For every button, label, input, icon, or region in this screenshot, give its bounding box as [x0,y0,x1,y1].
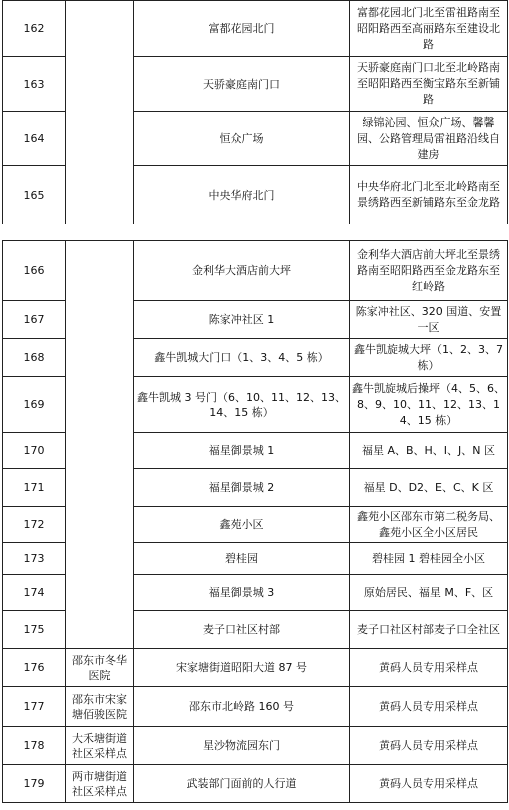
row-number: 162 [3,1,66,57]
row-number: 171 [3,469,66,507]
sampling-table-part1 [2,0,508,225]
org-cell: 大禾塘街道社区采样点 [66,727,134,765]
row-number: 164 [3,112,66,166]
coverage-area: 黄码人员专用采样点 [350,765,508,803]
row-number: 177 [3,687,66,727]
sampling-point: 福星御景城 2 [134,469,350,507]
coverage-area: 富都花园北门北至雷祖路南至昭阳路西至高丽路东至建设北路 [350,1,508,57]
sampling-point: 鑫牛凯城 3 号门（6、10、11、12、13、14、15 栋） [134,377,350,433]
coverage-area: 鑫牛凯旋城大坪（1、2、3、7 栋） [350,339,508,377]
table-row [3,687,508,727]
sampling-point: 武装部门面前的人行道 [134,765,350,803]
row-number: 168 [3,339,66,377]
coverage-area: 绿锦沁园、恒众广场、馨馨园、公路管理局雷祖路沿线自建房 [350,112,508,166]
row-number: 166 [3,241,66,301]
coverage-area: 中央华府北门北至北岭路南至景绣路西至新铺路东至金龙路 [350,166,508,225]
table-row [3,727,508,765]
table-row [3,1,508,57]
sampling-point: 星沙物流园东门 [134,727,350,765]
coverage-area: 黄码人员专用采样点 [350,649,508,687]
coverage-area: 鑫牛凯旋城后操坪（4、5、6、8、9、10、11、12、13、14、15 栋） [350,377,508,433]
row-number: 174 [3,575,66,611]
row-number: 176 [3,649,66,687]
coverage-area: 陈家冲社区、320 国道、安置一区 [350,301,508,339]
coverage-area: 碧桂园 1 碧桂园全小区 [350,543,508,575]
org-cell [66,1,134,225]
coverage-area: 原始居民、福星 M、F、区 [350,575,508,611]
coverage-area: 金利华大酒店前大坪北至景绣路南至昭阳路西至金龙路东至红岭路 [350,241,508,301]
row-number: 179 [3,765,66,803]
sampling-point: 天骄豪庭南门口 [134,57,350,112]
table-row [3,765,508,803]
org-cell [66,241,134,649]
sampling-point: 碧桂园 [134,543,350,575]
row-number: 165 [3,166,66,225]
coverage-area: 天骄豪庭南门口北至北岭路南至昭阳路西至衡宝路东至新铺路 [350,57,508,112]
coverage-area: 鑫苑小区邵东市第二税务局、鑫苑小区全小区居民 [350,507,508,543]
row-number: 170 [3,433,66,469]
coverage-area: 黄码人员专用采样点 [350,687,508,727]
sampling-point: 麦子口社区村部 [134,611,350,649]
row-number: 178 [3,727,66,765]
coverage-area: 黄码人员专用采样点 [350,727,508,765]
row-number: 173 [3,543,66,575]
row-number: 175 [3,611,66,649]
row-number: 163 [3,57,66,112]
row-number: 167 [3,301,66,339]
sampling-point: 宋家塘街道昭阳大道 87 号 [134,649,350,687]
sampling-point: 恒众广场 [134,112,350,166]
sampling-table-part2 [2,240,508,803]
sampling-point: 福星御景城 1 [134,433,350,469]
sampling-point: 富都花园北门 [134,1,350,57]
org-cell: 两市塘街道社区采样点 [66,765,134,803]
sampling-point: 鑫苑小区 [134,507,350,543]
page-break [0,224,509,240]
org-cell: 邵东市冬华医院 [66,649,134,687]
sampling-point: 福星御景城 3 [134,575,350,611]
coverage-area: 福星 D、D2、E、C、K 区 [350,469,508,507]
sampling-point: 邵东市北岭路 160 号 [134,687,350,727]
coverage-area: 福星 A、B、H、I、J、N 区 [350,433,508,469]
sampling-point: 金利华大酒店前大坪 [134,241,350,301]
table-row [3,649,508,687]
coverage-area: 麦子口社区村部麦子口全社区 [350,611,508,649]
sampling-point: 鑫牛凯城大门口（1、3、4、5 栋） [134,339,350,377]
table-row [3,241,508,301]
row-number: 169 [3,377,66,433]
row-number: 172 [3,507,66,543]
org-cell: 邵东市宋家塘佰骏医院 [66,687,134,727]
sampling-point: 陈家冲社区 1 [134,301,350,339]
sampling-point: 中央华府北门 [134,166,350,225]
